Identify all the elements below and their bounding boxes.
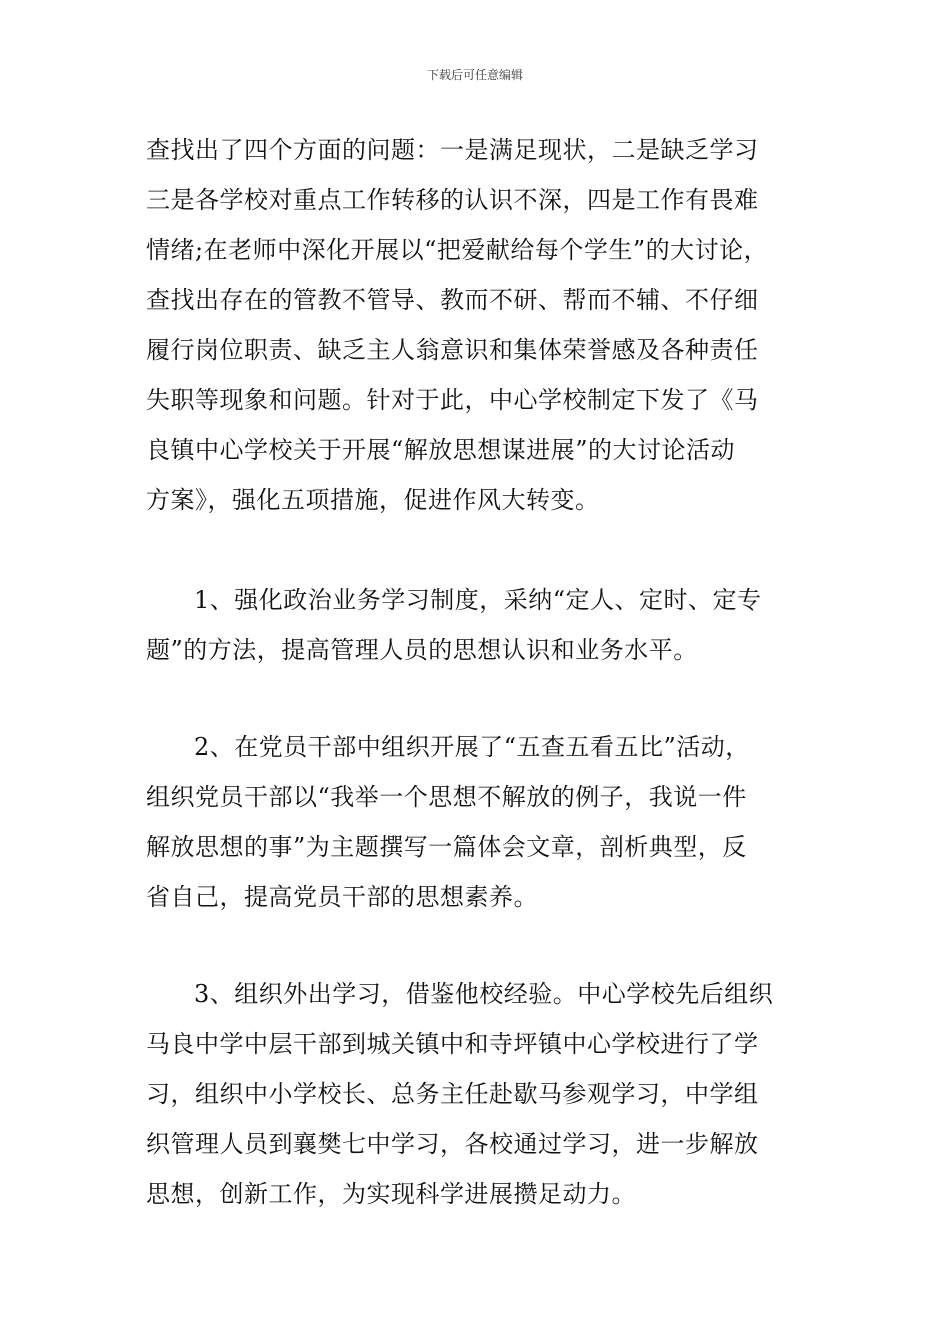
text-line: 履行岗位职责、缺乏主人翁意识和集体荣誉感及各种责任 bbox=[146, 336, 759, 364]
text-line: 解放思想的事”为主题撰写一篇体会文章，剖析典型，反 bbox=[146, 833, 747, 861]
text-line: 习，组织中小学校长、总务主任赴歇马参观学习，中学组 bbox=[146, 1080, 759, 1108]
text-line: 三是各学校对重点工作转移的认识不深，四是工作有畏难 bbox=[146, 186, 759, 214]
text-line: 1、强化政治业务学习制度，采纳“定人、定时、定专 bbox=[194, 586, 762, 614]
text-line: 3、组织外出学习，借鉴他校经验。中心学校先后组织 bbox=[194, 980, 774, 1008]
paragraph-1 bbox=[146, 125, 826, 525]
text-line: 马良中学中层干部到城关镇中和寺坪镇中心学校进行了学 bbox=[146, 1030, 759, 1058]
text-line: 情绪;在老师中深化开展以“把爱献给每个学生”的大讨论， bbox=[146, 236, 769, 264]
text-line: 方案》，强化五项措施，促进作风大转变。 bbox=[146, 486, 600, 514]
paragraph-2 bbox=[146, 575, 826, 675]
page-header: 下载后可任意编辑 bbox=[426, 68, 523, 82]
text-line: 省自己，提高党员干部的思想素养。 bbox=[146, 883, 538, 911]
text-line: 失职等现象和问题。针对于此，中心学校制定下发了《马 bbox=[146, 386, 759, 414]
text-line: 2、在党员干部中组织开展了“五查五看五比”活动， bbox=[194, 733, 750, 761]
paragraph-4 bbox=[146, 969, 826, 1219]
text-line: 思想，创新工作，为实现科学进展攒足动力。 bbox=[146, 1180, 636, 1208]
text-line: 查找出存在的管教不管导、教而不研、帮而不辅、不仔细 bbox=[146, 286, 759, 314]
text-line: 查找出了四个方面的问题：一是满足现状，二是缺乏学习 bbox=[146, 136, 759, 164]
text-line: 织管理人员到襄樊七中学习，各校通过学习，进一步解放 bbox=[146, 1130, 759, 1158]
paragraph-3 bbox=[146, 722, 826, 922]
text-line: 良镇中心学校关于开展“解放思想谋进展”的大讨论活动 bbox=[146, 436, 736, 464]
text-line: 题”的方法，提高管理人员的思想认识和业务水平。 bbox=[146, 636, 698, 664]
text-line: 组织党员干部以“我举一个思想不解放的例子，我说一件 bbox=[146, 783, 747, 811]
